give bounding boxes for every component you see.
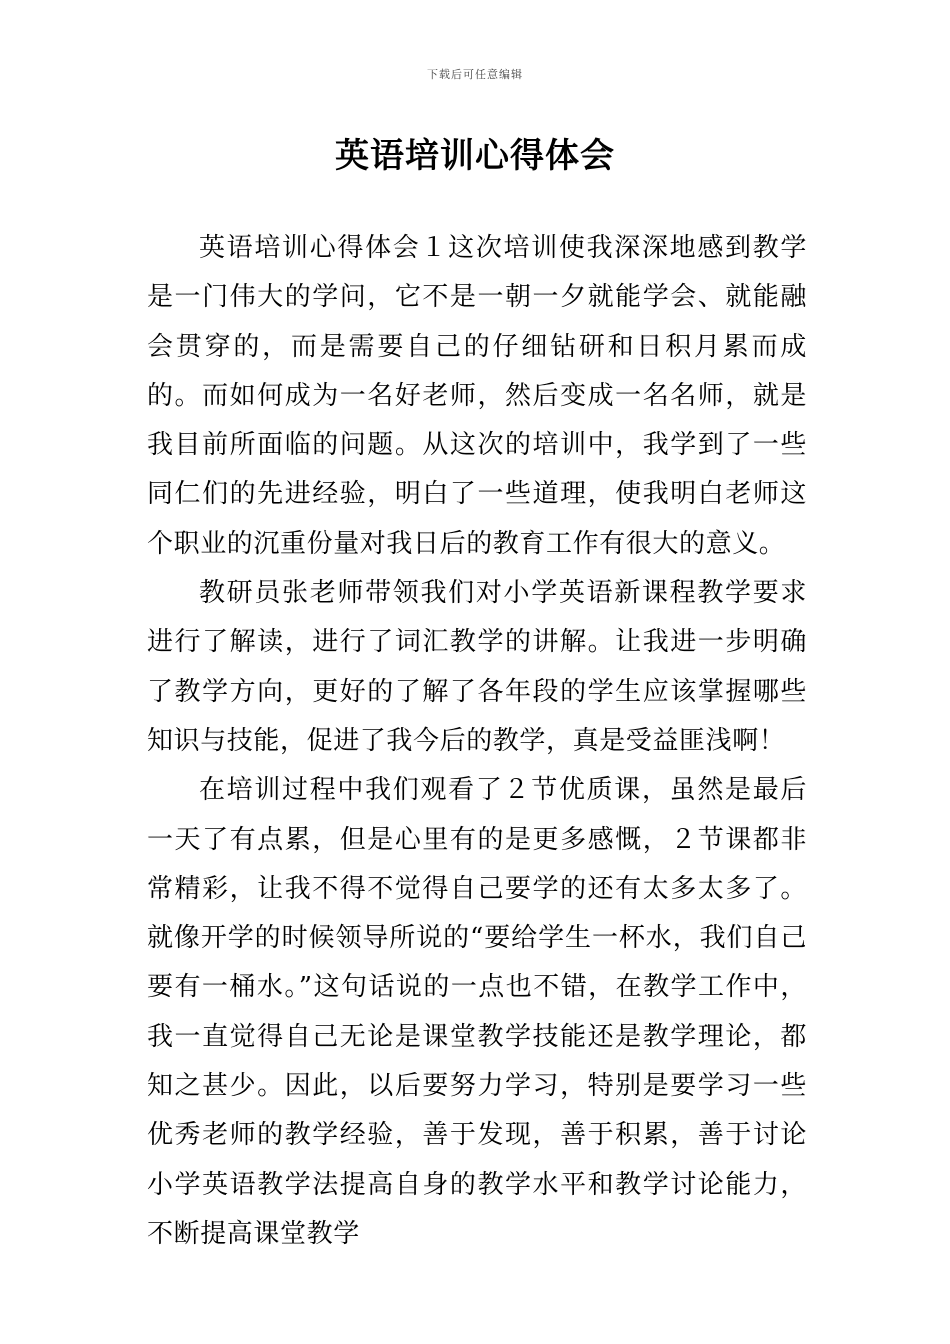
document-title: 英语培训心得体会	[335, 136, 615, 176]
paragraph-1: 英语培训心得体会１这次培训使我深深地感到教学是一门伟大的学问，它不是一朝一夕就能学会、就能融会贯穿的，而是需要自己的仔细钻研和日积月累而成的。而如何成为一名好老师，然后变成一名名师，就是我目前所面临的问题。从这次的培训中，我学到了一些同仁们的先进经验，明白了一些道理，使我明白老师这个职业的沉重份量对我日后的教育工作有很大的意义。	[147, 233, 807, 559]
paragraph-3: 在培训过程中我们观看了２节优质课，虽然是最后一天了有点累，但是心里有的是更多感慨，２节课都非常精彩，让我不得不觉得自己要学的还有太多太多了。就像开学的时候领导所说的“要给学生一杯水，我们自己要有一桶水。”这句话说的一点也不错，在教学工作中，我一直觉得自己无论是课堂教学技能还是教学理论，都知之甚少。因此，以后要努力学习，特别是要学习一些优秀老师的教学经验，善于发现，善于积累，善于讨论小学英语教学法提高自身的教学水平和教学讨论能力，不断提高课堂教学	[147, 775, 807, 1249]
paragraph-2: 教研员张老师带领我们对小学英语新课程教学要求进行了解读，进行了词汇教学的讲解。让我进一步明确了教学方向，更好的了解了各年段的学生应该掌握哪些知识与技能，促进了我今后的教学，真是受益匪浅啊！	[147, 578, 807, 756]
header-note: 下载后可任意编辑	[427, 68, 523, 81]
document-body	[147, 224, 807, 1259]
